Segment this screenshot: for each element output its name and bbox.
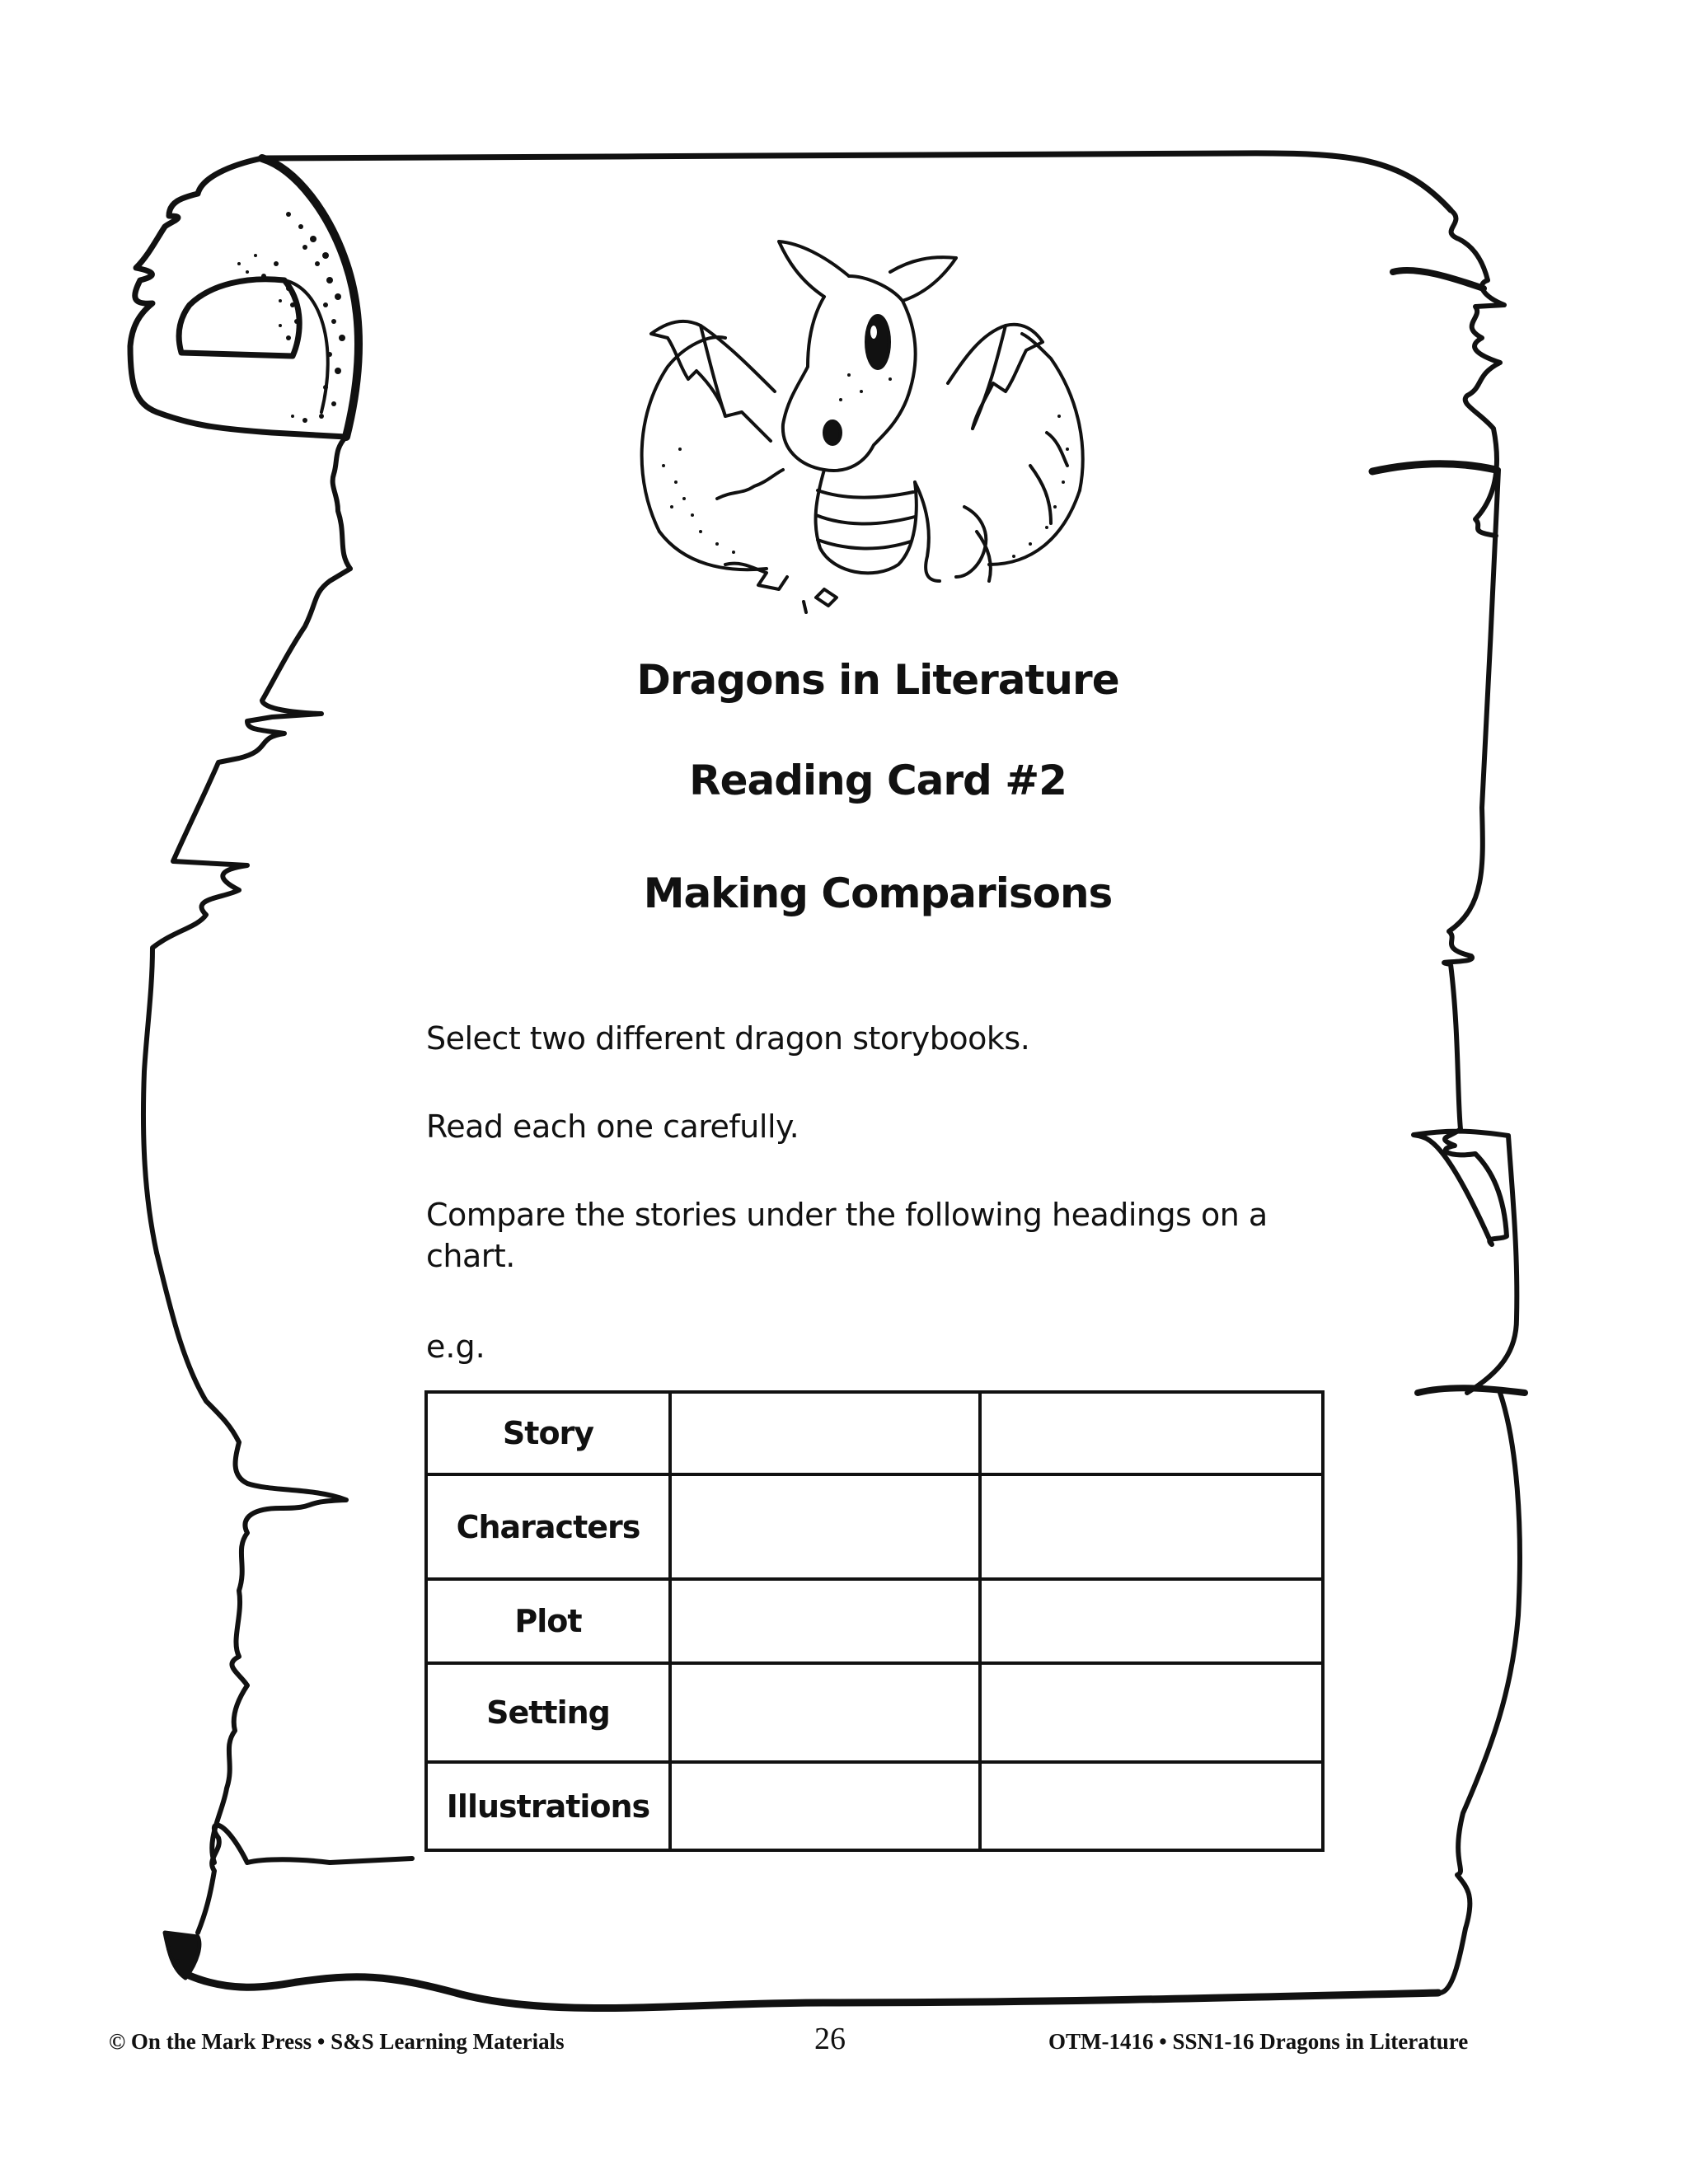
chart-cell-story-1 <box>672 1394 982 1473</box>
chart-row-setting <box>428 1665 1321 1764</box>
comparison-chart <box>424 1390 1325 1852</box>
instruction-step: Read each one carefully. <box>426 1108 799 1145</box>
example-label: e.g. <box>426 1329 485 1365</box>
chart-cell-setting-2 <box>982 1665 1321 1760</box>
chart-cell-setting-1 <box>672 1665 982 1760</box>
chart-row-label: Setting <box>428 1665 672 1760</box>
footer-publisher: © On the Mark Press • S&S Learning Materials <box>109 2029 565 2054</box>
chart-row-characters <box>428 1476 1321 1581</box>
chart-row-story <box>428 1394 1321 1476</box>
instructions <box>426 1018 1374 1324</box>
chart-cell-plot-2 <box>982 1581 1321 1661</box>
page-title: Dragons in Literature <box>636 656 1119 704</box>
chart-cell-story-2 <box>982 1394 1321 1473</box>
reading-card-number: Reading Card #2 <box>689 757 1067 804</box>
chart-cell-characters-1 <box>672 1476 982 1577</box>
dragon-hatching-from-egg-icon <box>602 235 1129 614</box>
chart-row-plot <box>428 1581 1321 1665</box>
footer-product-code: OTM-1416 • SSN1-16 Dragons in Literature <box>1048 2029 1469 2054</box>
chart-row-label: Illustrations <box>428 1764 672 1849</box>
page-number: 26 <box>814 2022 846 2056</box>
chart-cell-plot-1 <box>672 1581 982 1661</box>
instruction-step: Compare the stories under the following headings on a chart. <box>426 1197 1268 1274</box>
section-subtitle: Making Comparisons <box>643 869 1113 917</box>
chart-row-label: Plot <box>428 1581 672 1661</box>
chart-row-label: Story <box>428 1394 672 1473</box>
chart-row-illustrations <box>428 1764 1321 1849</box>
chart-row-label: Characters <box>428 1476 672 1577</box>
chart-cell-characters-2 <box>982 1476 1321 1577</box>
chart-cell-illustrations-2 <box>982 1764 1321 1849</box>
chart-cell-illustrations-1 <box>672 1764 982 1849</box>
instruction-step: Select two different dragon storybooks. <box>426 1020 1030 1057</box>
